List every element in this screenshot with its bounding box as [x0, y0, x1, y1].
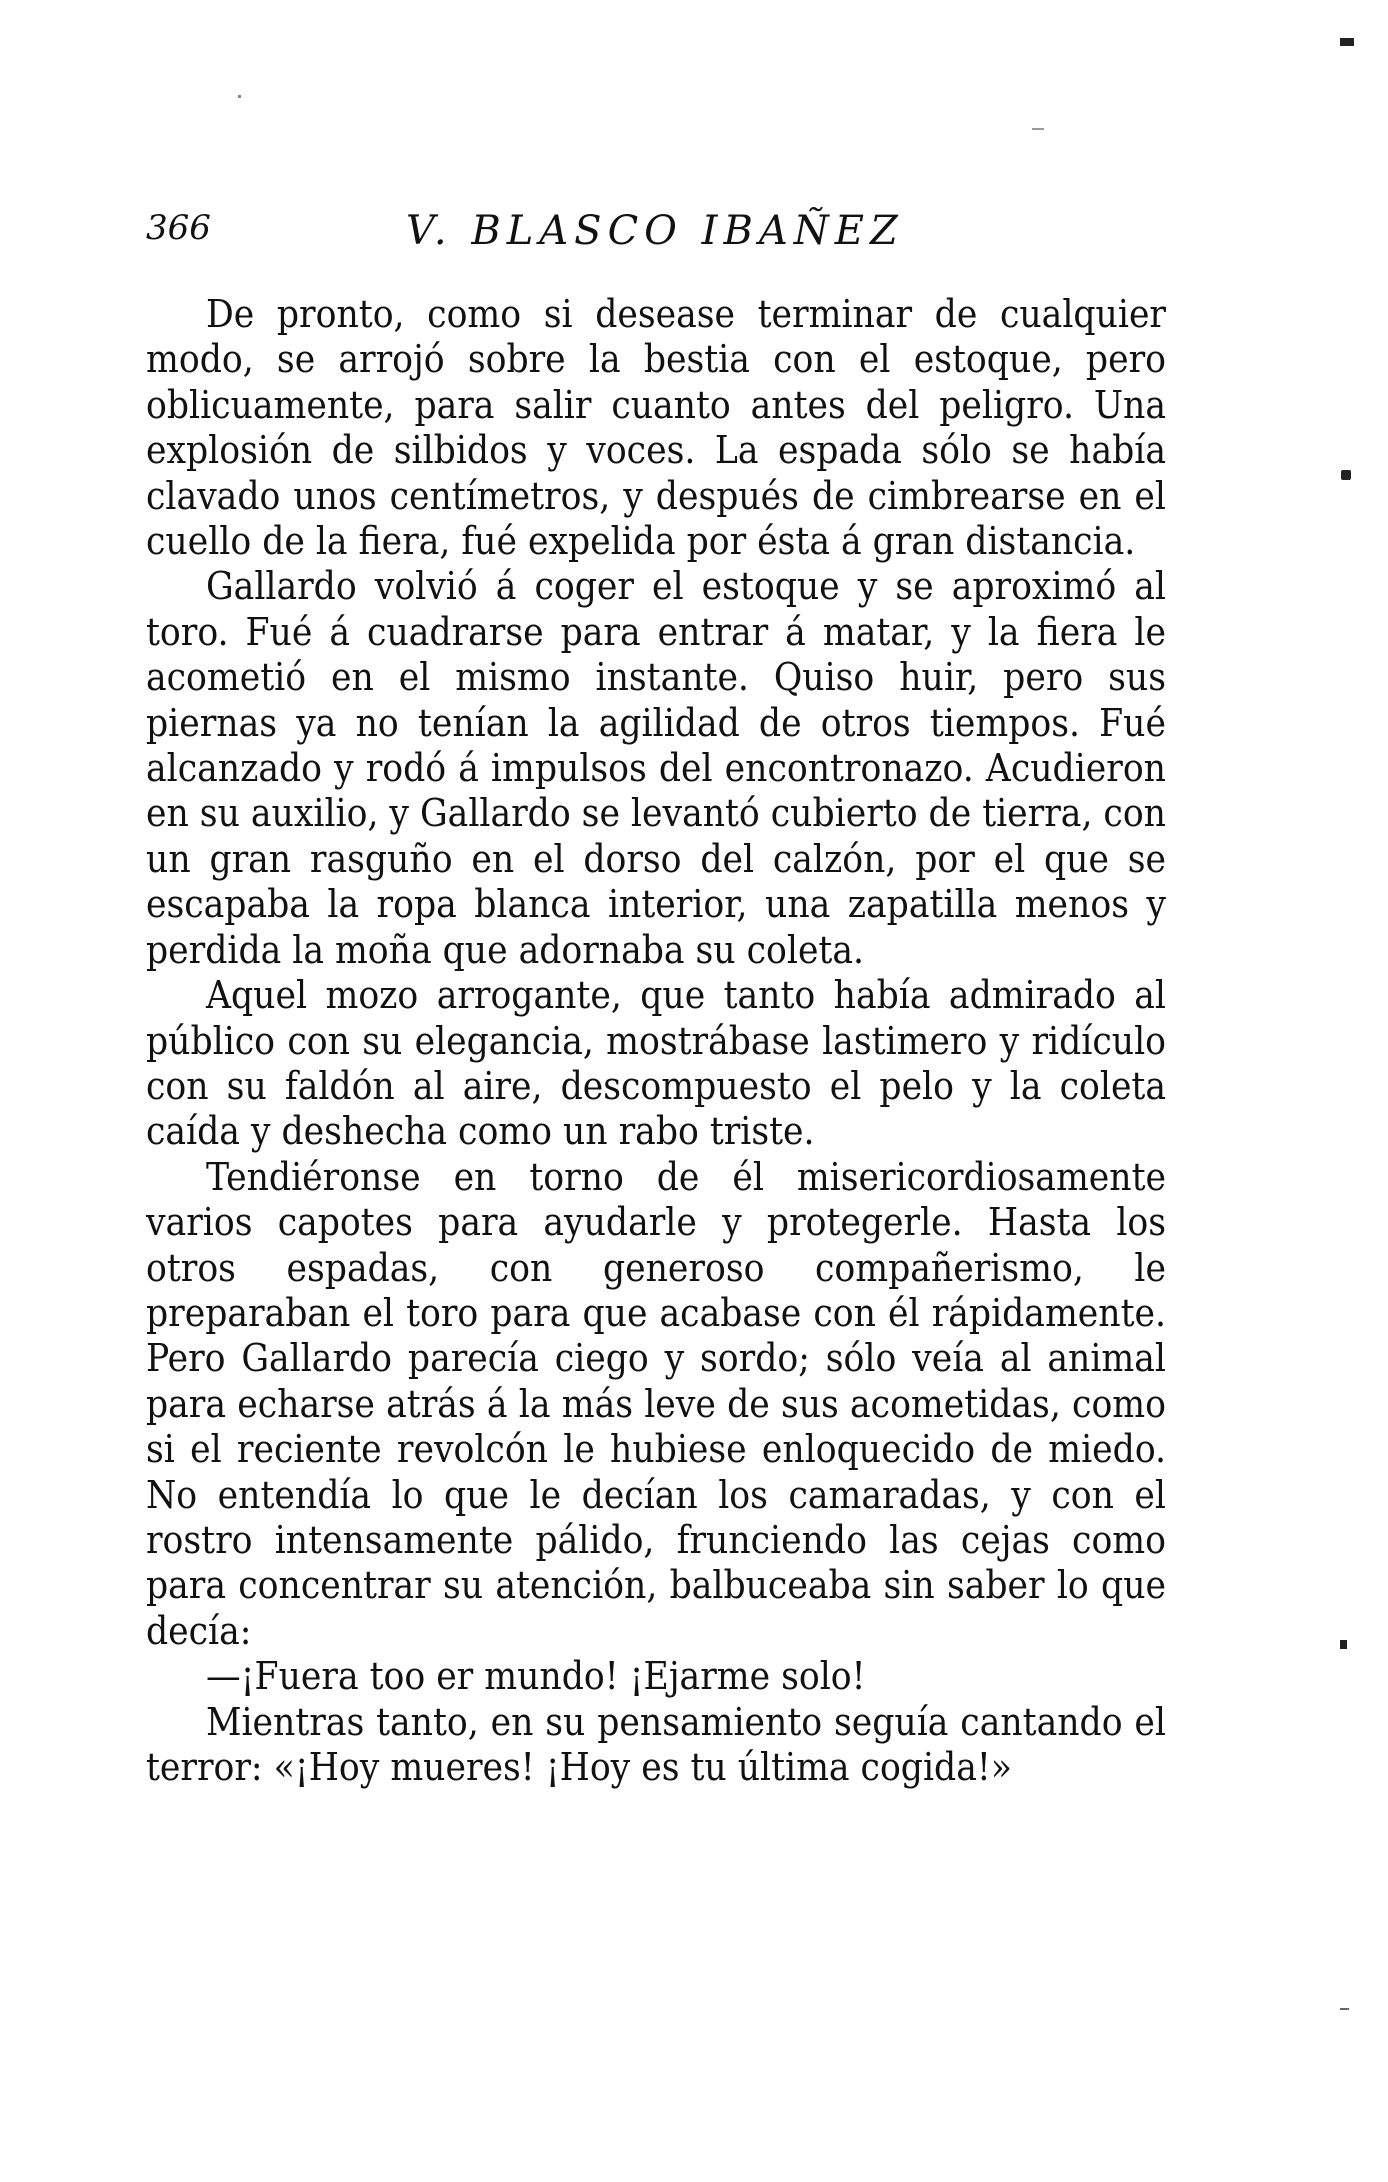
paragraph: Tendiéronse en torno de él misericordiosamente varios capotes para ayudarle y protegerle. Hasta los otros espadas, con generoso compañerismo, le preparaban el toro para que acabase con él rápidamente. Pero Gallardo parecía ciego y sordo; sólo veía al animal para echarse atrás á la más leve de sus acometidas, como si el reciente revolcón le hubiese enloquecido de miedo. No entendía lo que le decían los camaradas, y con el rostro intensamente pálido, frunciendo las cejas como para concentrar su atención, balbuceaba sin saber lo que decía: — [146, 1154, 1166, 1654]
print-speck — [1340, 2008, 1349, 2010]
page-number: 366 — [146, 208, 211, 248]
print-speck — [238, 95, 241, 98]
paragraph: Mientras tanto, en su pensamiento seguía cantando el terror: «¡Hoy mueres! ¡Hoy es tu última cogida!» — [146, 1699, 1166, 1790]
page-header — [146, 208, 1166, 268]
paragraph: De pronto, como si desease terminar de cualquier modo, se arrojó sobre la bestia con el estoque, pero oblicuamente, para salir cuanto antes del peligro. Una explosión de silbidos y voces. La espada sólo se había clavado unos centímetros, y después de cimbrearse en el cuello de la fiera, fué expelida por ésta á gran distancia. — [146, 292, 1166, 565]
dialogue-line: —¡Fuera too er mundo! ¡Ejarme solo! — [206, 1654, 866, 1700]
print-speck — [1340, 1640, 1347, 1649]
body-text — [146, 292, 1166, 1790]
print-speck — [1341, 470, 1351, 480]
paragraph: Aquel mozo arrogante, que tanto había admirado al público con su elegancia, mostrábase lastimero y ridículo con su faldón al aire, descompuesto el pelo y la coleta caída y deshecha como un rabo triste. — [146, 973, 1166, 1155]
print-speck — [1032, 128, 1044, 130]
print-speck — [1340, 38, 1354, 46]
paragraph: Gallardo volvió á coger el estoque y se aproximó al toro. Fué á cuadrarse para entrar á matar, y la fiera le acometió en el mismo instante. Quiso huir, pero sus piernas ya no tenían la agilidad de otros tiempos. Fué alcanzado y rodó á impulsos del encontronazo. Acudieron en su auxilio, y Gallardo se levantó cubierto de tierra, con un gran rasguño en el dorso del calzón, por el que se escapaba la ropa blanca interior, una zapatilla menos y perdida la moña que adornaba su coleta. — [146, 564, 1166, 973]
running-head: V. BLASCO IBAÑEZ — [406, 208, 904, 254]
